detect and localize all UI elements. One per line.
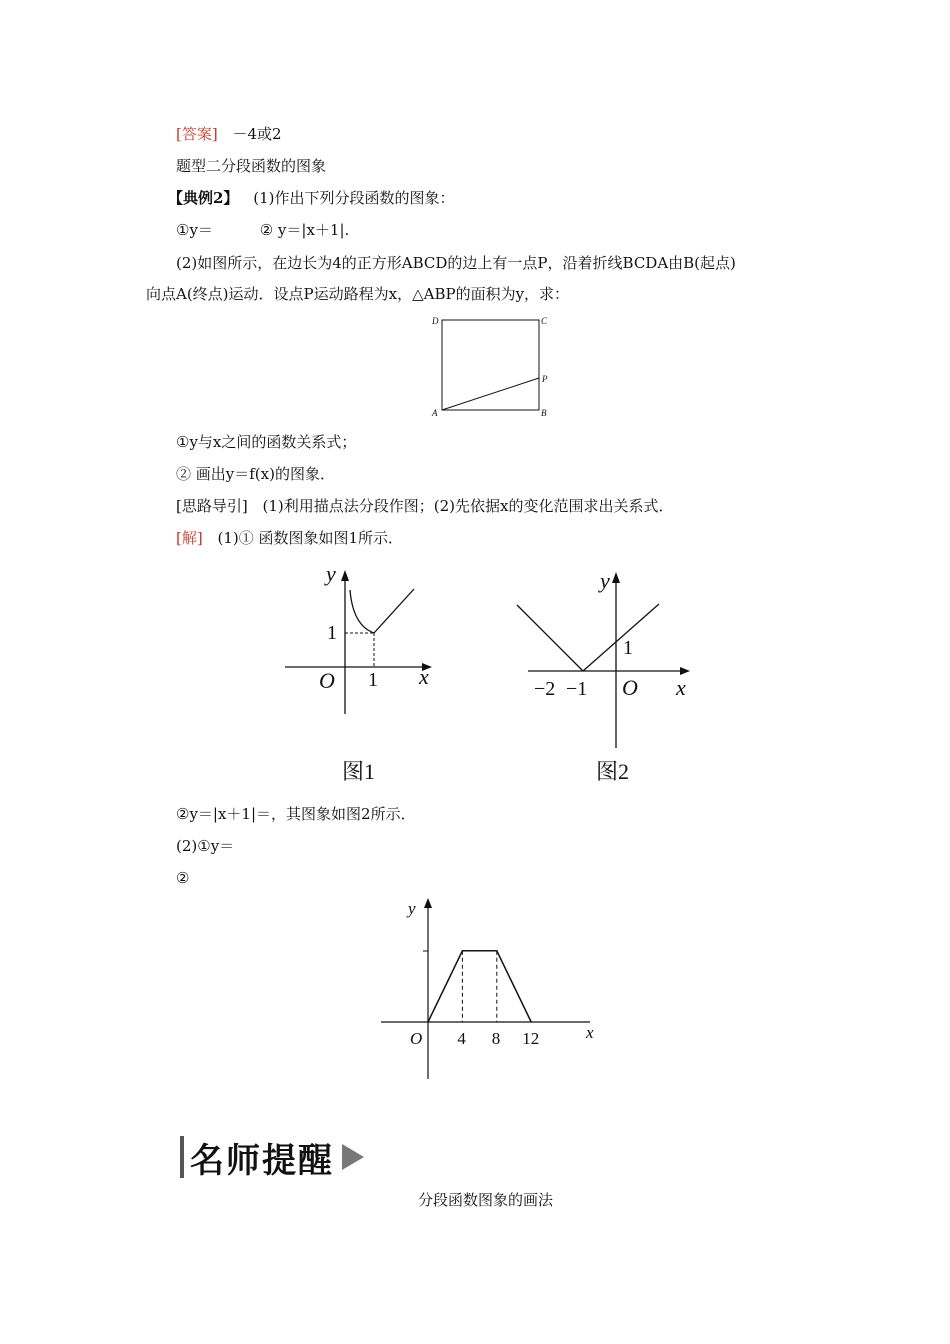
figure-2	[516, 564, 716, 784]
chart-y-arrow	[424, 898, 432, 908]
after-line-1: ②y＝|x＋1|＝，其图象如图2所示．	[176, 805, 416, 823]
fig1-curve	[350, 590, 374, 633]
play-triangle-icon	[342, 1144, 364, 1170]
section-heading: 题型二分段函数的图象	[176, 157, 327, 175]
fig2-tick-x2: −1	[566, 678, 588, 700]
answer-line	[176, 124, 282, 144]
hint-line	[176, 496, 673, 516]
fig1-y-label: y	[326, 561, 336, 586]
teacher-tip-banner	[180, 1136, 364, 1181]
fig2-caption: 图2	[596, 759, 630, 784]
question-1: ①y与x之间的函数关系式；	[176, 433, 357, 451]
answer-tag: [答案]	[176, 125, 218, 143]
square-figure	[428, 312, 558, 422]
example-part1-prompt: (1)作出下列分段函数的图象：	[253, 189, 455, 207]
fig1-caption: 图1	[342, 759, 376, 784]
fig2-x-arrow	[680, 667, 690, 675]
footer-heading: 分段函数图象的画法	[418, 1191, 554, 1209]
chart-origin: O	[410, 1029, 423, 1048]
chart-x-tick-label: 8	[491, 1029, 501, 1048]
chart-y-label: y	[408, 899, 416, 918]
fig1-x-label: x	[419, 664, 429, 689]
label-p: P	[542, 374, 548, 384]
label-b: B	[541, 408, 547, 418]
fig2-y-label: y	[600, 568, 610, 593]
fig2-left-branch	[517, 605, 583, 671]
hint-tag: [思路导引]	[176, 497, 248, 515]
example-item1: ①y＝	[176, 221, 213, 239]
example-items	[176, 220, 349, 240]
label-d: D	[432, 316, 439, 326]
fig1-ray	[374, 589, 414, 633]
fig1-tick-x: 1	[368, 669, 378, 691]
example-item2: ② y＝|x＋1|.	[259, 221, 350, 239]
chart-x-tick-label: 4	[457, 1029, 466, 1048]
hint-text: (1)利用描点法分段作图；(2)先依据x的变化范围求出关系式．	[262, 497, 674, 515]
banner-bar	[180, 1136, 184, 1178]
trapezoid-chart	[378, 892, 608, 1082]
solution-line	[176, 528, 403, 548]
fig1-y-arrow	[341, 570, 349, 581]
fig2-tick-y: 1	[623, 637, 633, 659]
fig2-tick-x1: −2	[534, 678, 556, 700]
fig2-x-label: x	[676, 675, 686, 700]
example-part2-line1: (2)如图所示，在边长为4的正方形ABCD的边上有一点P，沿着折线BCDA由B(起点)	[176, 254, 736, 272]
after-line-3: ②	[176, 869, 190, 887]
fig2-y-arrow	[612, 572, 620, 583]
label-c: C	[541, 316, 548, 326]
figure-1	[282, 561, 452, 784]
solution-text: (1)① 函数图象如图1所示．	[217, 529, 404, 547]
square-abcd	[442, 320, 539, 410]
chart-series-line	[428, 951, 531, 1022]
fig2-right-branch	[583, 604, 659, 671]
after-line-2: (2)①y＝	[176, 837, 235, 855]
example-part2-line2: 向点A(终点)运动．设点P运动路程为x，△ABP的面积为y，求：	[146, 285, 570, 303]
answer-value: －4或2	[232, 125, 282, 143]
label-a: A	[432, 408, 438, 418]
segment-ap	[442, 378, 539, 410]
example-tag: 【典例2】	[168, 189, 239, 207]
question-2: ② 画出y＝f(x)的图象．	[176, 465, 335, 483]
fig2-origin: O	[622, 675, 638, 700]
example-header	[168, 188, 454, 208]
chart-x-tick-label: 12	[522, 1029, 540, 1048]
fig1-origin: O	[319, 668, 335, 693]
banner-title: 名师提醒	[190, 1140, 334, 1181]
fig1-tick-y: 1	[327, 622, 337, 644]
chart-x-label: x	[586, 1023, 594, 1042]
solution-tag: [解]	[176, 529, 203, 547]
